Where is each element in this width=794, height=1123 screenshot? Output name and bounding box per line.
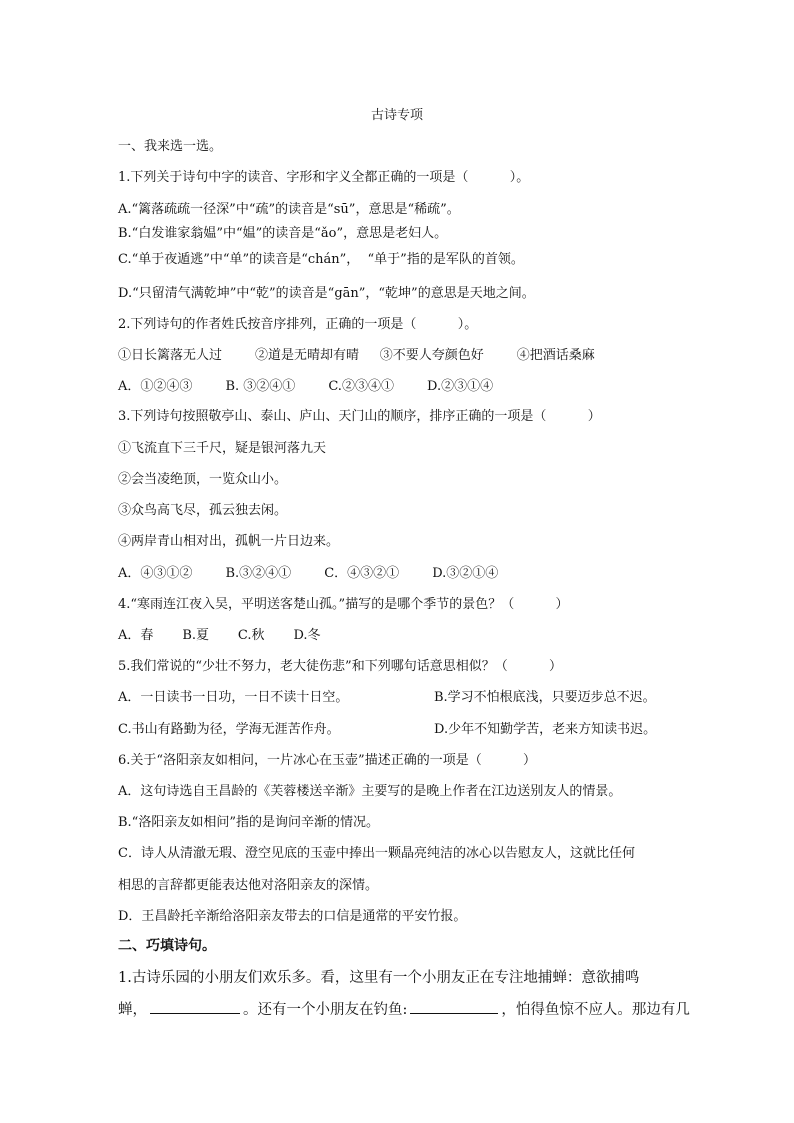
page-title: 古诗专项 [370,108,423,123]
question-4-options: A．春 B.夏 C.秋 D.冬 [118,628,321,643]
question-1-stem: 1.下列关于诗句中字的读音、字形和字义全都正确的一项是（ ）。 [118,170,530,185]
question-1-option-d: D.“只留清气满乾坤”中“乾”的读音是“gān”，“乾坤”的意思是天地之间。 [118,286,535,301]
question-3-stem: 3.下列诗句按照敬亭山、泰山、庐山、天门山的顺序，排序正确的一项是（ ） [118,409,601,424]
answer-blank-1[interactable] [150,999,240,1014]
fill-text-a: 蝉， [118,1002,147,1018]
question-6-option-c-line2: 相思的言辞都更能表达他对洛阳亲友的深情。 [118,878,379,893]
question-6-option-d: D．王昌龄托辛渐给洛阳亲友带去的口信是通常的平安竹报。 [118,909,467,924]
fill-question-1-line2 [118,998,690,1019]
question-3-item-2: ②会当凌绝顶，一览众山小。 [118,472,288,487]
question-1-option-c: C.“单于夜遁逃”中“单”的读音是“chán”， “单于”指的是军队的首领。 [118,252,524,267]
question-1-option-a: A.“篱落疏疏一径深”中“疏”的读音是“sū”，意思是“稀疏”。 [118,202,460,217]
question-1-option-b: B.“白发谁家翁媪”中“媪”的读音是“ǎo”，意思是老妇人。 [118,226,448,241]
question-3-item-4: ④两岸青山相对出，孤帆一片日边来。 [118,534,340,549]
section-heading-fill: 二、巧填诗句。 [118,938,216,954]
fill-question-1-line1: 1.古诗乐园的小朋友们欢乐多。看，这里有一个小朋友正在专注地捕蝉：意欲捕鸣 [118,970,640,986]
question-5-option-c: C.书山有路勤为径，学海无涯苦作舟。 [118,722,340,737]
question-2-options: A．①②④③ B. ③②④① C.②③④① D.②③①④ [118,379,494,394]
question-6-option-a: A．这句诗选自王昌龄的《芙蓉楼送辛渐》主要写的是晚上作者在江边送别友人的情景。 [118,784,622,799]
question-5-option-a: A．一日读书一日功，一日不读十日空。 [118,690,349,705]
section-heading-choice: 一、我来选一选。 [118,139,223,154]
question-3-item-3: ③众鸟高飞尽，孤云独去闲。 [118,503,288,518]
question-4-stem: 4.“寒雨连江夜入吴，平明送客楚山孤。”描写的是哪个季节的景色？（ ） [118,597,569,612]
question-2-items: ①日长篱落无人过 ②道是无晴却有晴 ③不要人夸颜色好 ④把酒话桑麻 [118,348,595,363]
answer-blank-2[interactable] [410,999,498,1014]
question-3-options: A．④③①② B.③②④① C．④③②① D.③②①④ [118,566,499,581]
question-5-option-b: B.学习不怕根底浅，只要迈步总不迟。 [434,690,656,705]
question-6-stem: 6.关于“洛阳亲友如相问，一片冰心在玉壶”描述正确的一项是（ ） [118,753,537,768]
question-3-item-1: ①飞流直下三千尺，疑是银河落九天 [118,441,327,456]
question-5-stem: 5.我们常说的“少壮不努力，老大徒伤悲”和下列哪句话意思相似？（ ） [118,659,563,674]
question-2-stem: 2.下列诗句的作者姓氏按音序排列，正确的一项是（ ）。 [118,317,478,332]
question-6-option-c-line1: C．诗人从清澈无瑕、澄空见底的玉壶中捧出一颗晶亮纯洁的冰心以告慰友人，这就比任何 [118,846,635,861]
question-5-option-d: D.少年不知勤学苦，老来方知读书迟。 [434,722,657,737]
fill-text-c: ，怕得鱼惊不应人。那边有几 [501,1002,690,1018]
question-6-option-b: B.“洛阳亲友如相问”指的是询问辛渐的情况。 [118,815,379,830]
fill-text-b: 。还有一个小朋友在钓鱼: [243,1002,408,1018]
